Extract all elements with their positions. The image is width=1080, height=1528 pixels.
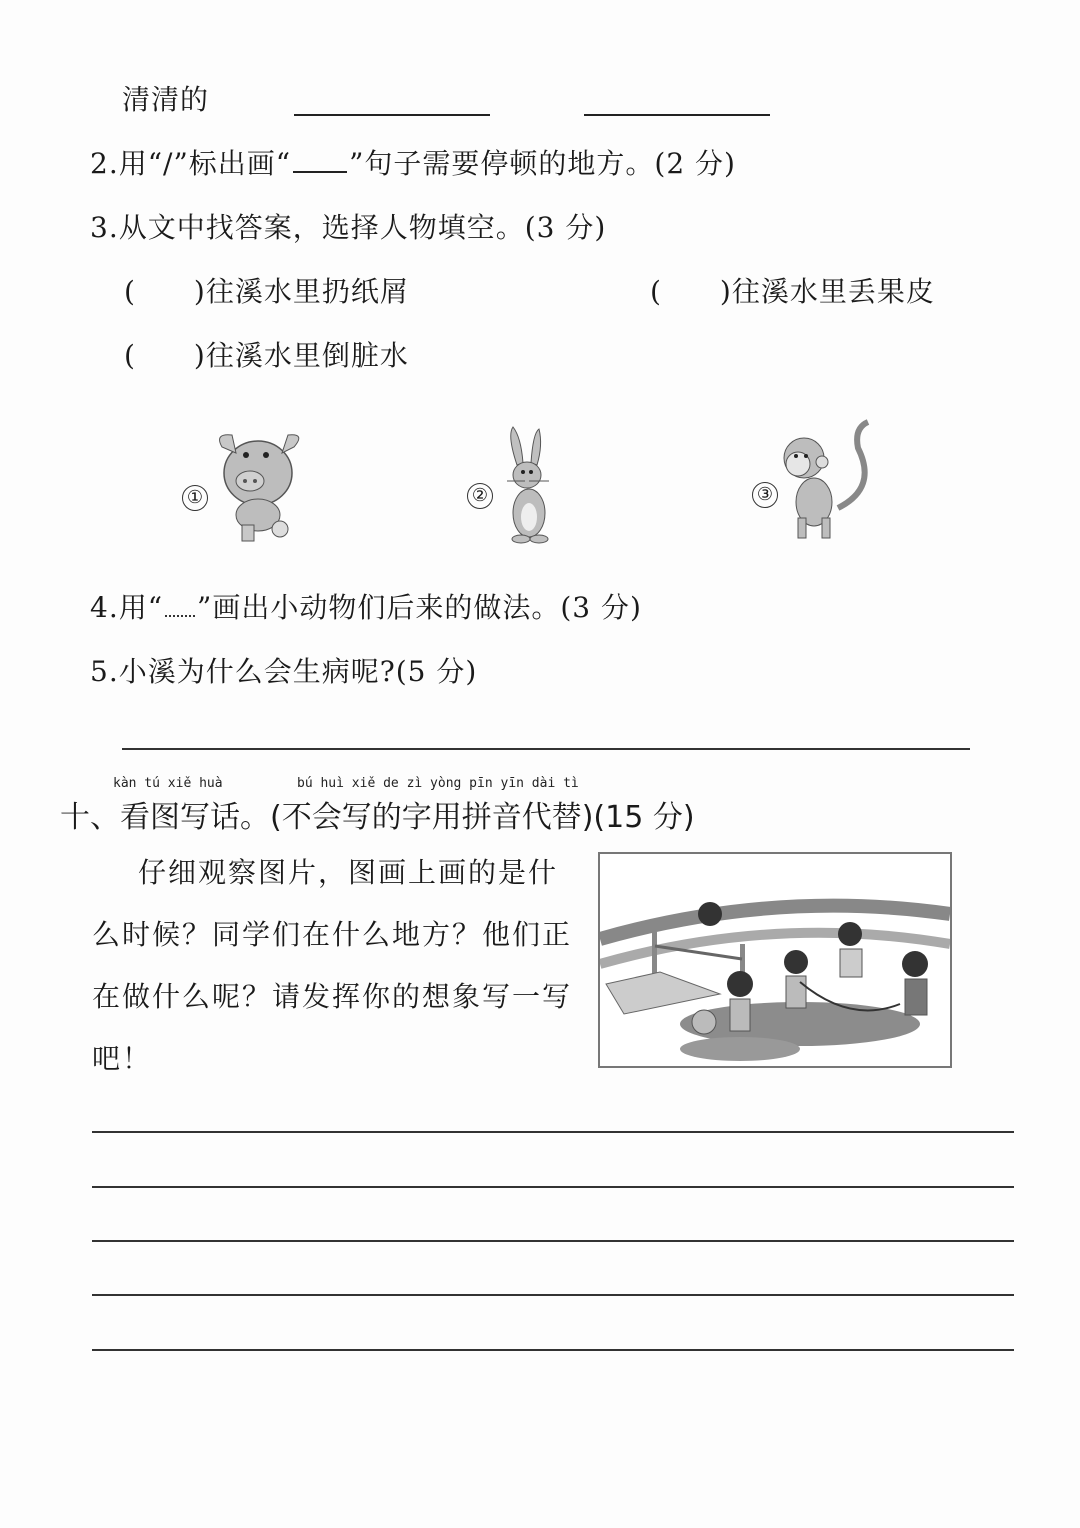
q5-answer-line[interactable]	[122, 748, 970, 750]
animal-number-2: ②	[467, 483, 493, 509]
writing-line-3[interactable]	[92, 1240, 1014, 1242]
question-2-text-after: ”句子需要停顿的地方。(2 分)	[349, 147, 736, 180]
q3-item-3-text: 往溪水里倒脏水	[205, 339, 409, 372]
section-instruction: (不会写的字用拼音代替)	[270, 800, 594, 835]
q3-item-2-text: 往溪水里丢果皮	[731, 275, 935, 308]
q1-label: 清清的	[122, 83, 210, 116]
animal-monkey	[750, 418, 880, 543]
question-2-text-before: 2.用“/”标出画“	[90, 147, 292, 180]
children-playing-illustration	[600, 854, 950, 1066]
q3-item-2	[650, 272, 935, 312]
writing-line-2[interactable]	[92, 1186, 1014, 1188]
writing-line-5[interactable]	[92, 1349, 1014, 1351]
q1-answer-blank-2[interactable]	[584, 114, 770, 116]
answer-paren-1[interactable]: ( )	[124, 275, 206, 308]
animal-number-3: ③	[752, 482, 778, 508]
q3-item-1-text: 往溪水里扔纸屑	[205, 275, 409, 308]
pinyin-heading-main: kàn tú xiě huà	[113, 776, 223, 791]
section-score: (15 分)	[593, 800, 695, 835]
question-5: 5.小溪为什么会生病呢?(5 分)	[90, 655, 478, 688]
question-4-text-after: ”画出小动物们后来的做法。(3 分)	[197, 591, 642, 624]
section-title: 看图写话。	[120, 800, 270, 835]
writing-line-1[interactable]	[92, 1131, 1014, 1133]
pinyin-heading-paren: bú huì xiě de zì yòng pīn yīn dài tì	[297, 776, 579, 791]
q1-answer-blank-1[interactable]	[294, 114, 490, 116]
section-10-heading	[60, 792, 695, 836]
q3-item-3	[124, 336, 409, 376]
section-number: 十、	[60, 800, 120, 835]
monkey-icon	[778, 418, 878, 543]
playground-picture	[598, 852, 952, 1068]
wavy-underline-sample	[165, 603, 195, 617]
rabbit-icon	[497, 425, 567, 545]
question-2	[90, 144, 736, 184]
pig-icon	[210, 425, 310, 545]
question-4-text-before: 4.用“	[90, 591, 164, 624]
q3-item-1	[124, 272, 409, 312]
animal-number-1: ①	[182, 485, 208, 511]
animal-pig	[180, 425, 310, 545]
answer-paren-3[interactable]: ( )	[124, 339, 206, 372]
writing-prompt: 仔细观察图片，图画上画的是什么时候？同学们在什么地方？他们正在做什么呢？请发挥你的想象写一写吧！	[92, 856, 573, 1075]
straight-underline-sample	[293, 145, 347, 173]
writing-line-4[interactable]	[92, 1294, 1014, 1296]
answer-paren-2[interactable]: ( )	[650, 275, 732, 308]
animal-rabbit	[465, 425, 575, 545]
question-4	[90, 588, 642, 628]
question-3: 3.从文中找答案，选择人物填空。(3 分)	[90, 211, 607, 244]
